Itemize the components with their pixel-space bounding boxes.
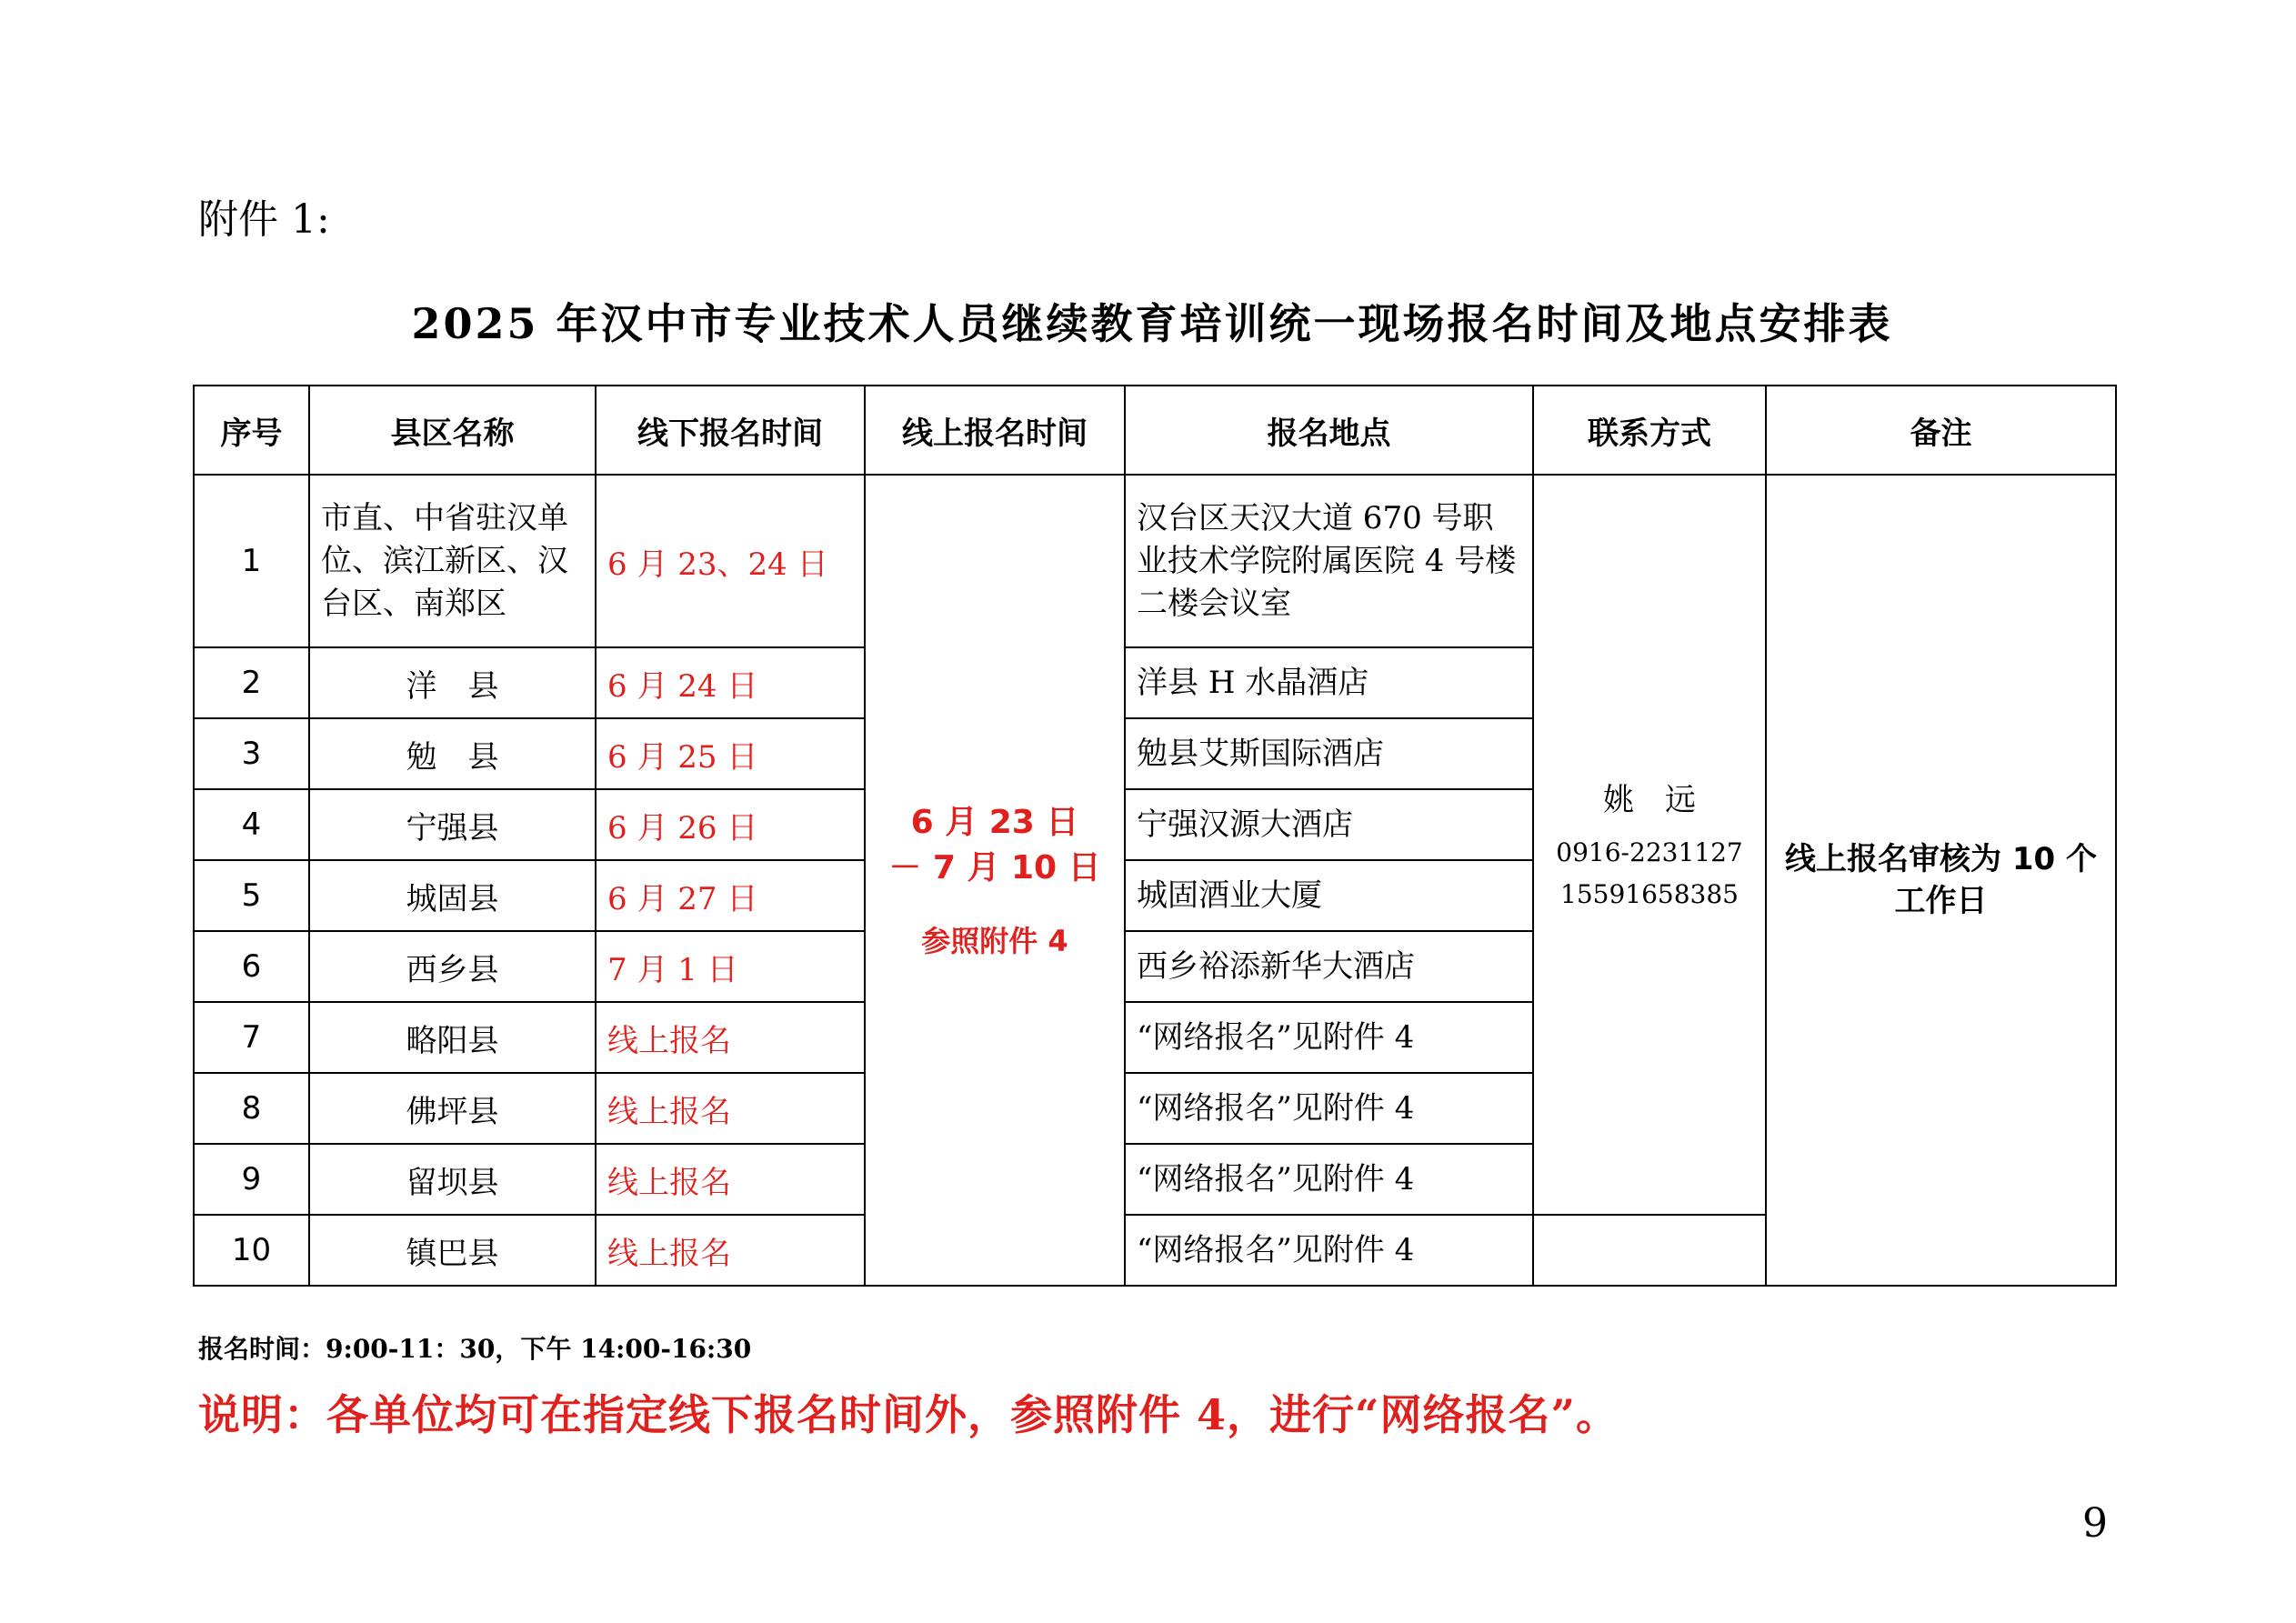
row-place: 勉县艾斯国际酒店 (1125, 718, 1533, 789)
row-county: 洋 县 (309, 647, 596, 718)
row-offline-time: 6 月 27 日 (596, 860, 865, 931)
row-county: 市直、中省驻汉单位、滨江新区、汉台区、南郑区 (309, 475, 596, 647)
row-place: “网络报名”见附件 4 (1125, 1215, 1533, 1286)
row-offline-time: 7 月 1 日 (596, 931, 865, 1002)
row-offline-time: 线上报名 (596, 1002, 865, 1073)
header-seq: 序号 (194, 386, 309, 475)
online-end: － 7 月 10 日 (888, 849, 1101, 887)
row-seq: 5 (194, 860, 309, 931)
note-cell: 线上报名审核为 10 个工作日 (1766, 475, 2116, 1286)
header-row (194, 386, 2116, 475)
online-reference: 参照附件 4 (921, 924, 1068, 958)
row-place: “网络报名”见附件 4 (1125, 1002, 1533, 1073)
document-title: 2025 年汉中市专业技术人员继续教育培训统一现场报名时间及地点安排表 (411, 299, 1893, 348)
row-offline-time: 线上报名 (596, 1215, 865, 1286)
online-start: 6 月 23 日 (910, 804, 1079, 841)
explanation-note: 说明：各单位均可在指定线下报名时间外，参照附件 4，进行“网络报名”。 (198, 1390, 1619, 1439)
header-contact: 联系方式 (1533, 386, 1766, 475)
page-number: 9 (2082, 1500, 2108, 1547)
header-online: 线上报名时间 (865, 386, 1125, 475)
row-county: 留坝县 (309, 1144, 596, 1215)
row-seq: 9 (194, 1144, 309, 1215)
row-place: 汉台区天汉大道 670 号职业技术学院附属医院 4 号楼二楼会议室 (1125, 475, 1533, 647)
row-seq: 1 (194, 475, 309, 647)
registration-hours: 报名时间：9:00-11：30，下午 14:00-16:30 (198, 1334, 752, 1364)
row-seq: 10 (194, 1215, 309, 1286)
attachment-label: 附件 1: (198, 196, 330, 243)
online-time-cell (865, 475, 1125, 1286)
row-place: “网络报名”见附件 4 (1125, 1144, 1533, 1215)
row-offline-time: 6 月 23、24 日 (596, 475, 865, 647)
row-place: “网络报名”见附件 4 (1125, 1073, 1533, 1144)
row-place: 宁强汉源大酒店 (1125, 789, 1533, 860)
contact-phone-1: 0916-2231127 (1556, 837, 1743, 867)
row-seq: 6 (194, 931, 309, 1002)
empty-contact-cell (1533, 1215, 1766, 1286)
row-offline-time: 线上报名 (596, 1073, 865, 1144)
contact-name: 姚 远 (1603, 781, 1696, 818)
table-row (194, 475, 2116, 647)
row-offline-time: 线上报名 (596, 1144, 865, 1215)
row-seq: 3 (194, 718, 309, 789)
header-offline: 线下报名时间 (596, 386, 865, 475)
row-place: 城固酒业大厦 (1125, 860, 1533, 931)
row-offline-time: 6 月 26 日 (596, 789, 865, 860)
header-note: 备注 (1766, 386, 2116, 475)
contact-cell (1533, 475, 1766, 1215)
header-county: 县区名称 (309, 386, 596, 475)
contact-phone-2: 15591658385 (1560, 878, 1739, 909)
row-place: 西乡裕添新华大酒店 (1125, 931, 1533, 1002)
row-seq: 7 (194, 1002, 309, 1073)
row-offline-time: 6 月 24 日 (596, 647, 865, 718)
schedule-table (193, 385, 2117, 1287)
row-county: 略阳县 (309, 1002, 596, 1073)
row-seq: 2 (194, 647, 309, 718)
row-county: 城固县 (309, 860, 596, 931)
row-county: 勉 县 (309, 718, 596, 789)
row-seq: 8 (194, 1073, 309, 1144)
row-county: 宁强县 (309, 789, 596, 860)
row-offline-time: 6 月 25 日 (596, 718, 865, 789)
row-county: 佛坪县 (309, 1073, 596, 1144)
row-place: 洋县 H 水晶酒店 (1125, 647, 1533, 718)
row-seq: 4 (194, 789, 309, 860)
row-county: 西乡县 (309, 931, 596, 1002)
header-place: 报名地点 (1125, 386, 1533, 475)
row-county: 镇巴县 (309, 1215, 596, 1286)
